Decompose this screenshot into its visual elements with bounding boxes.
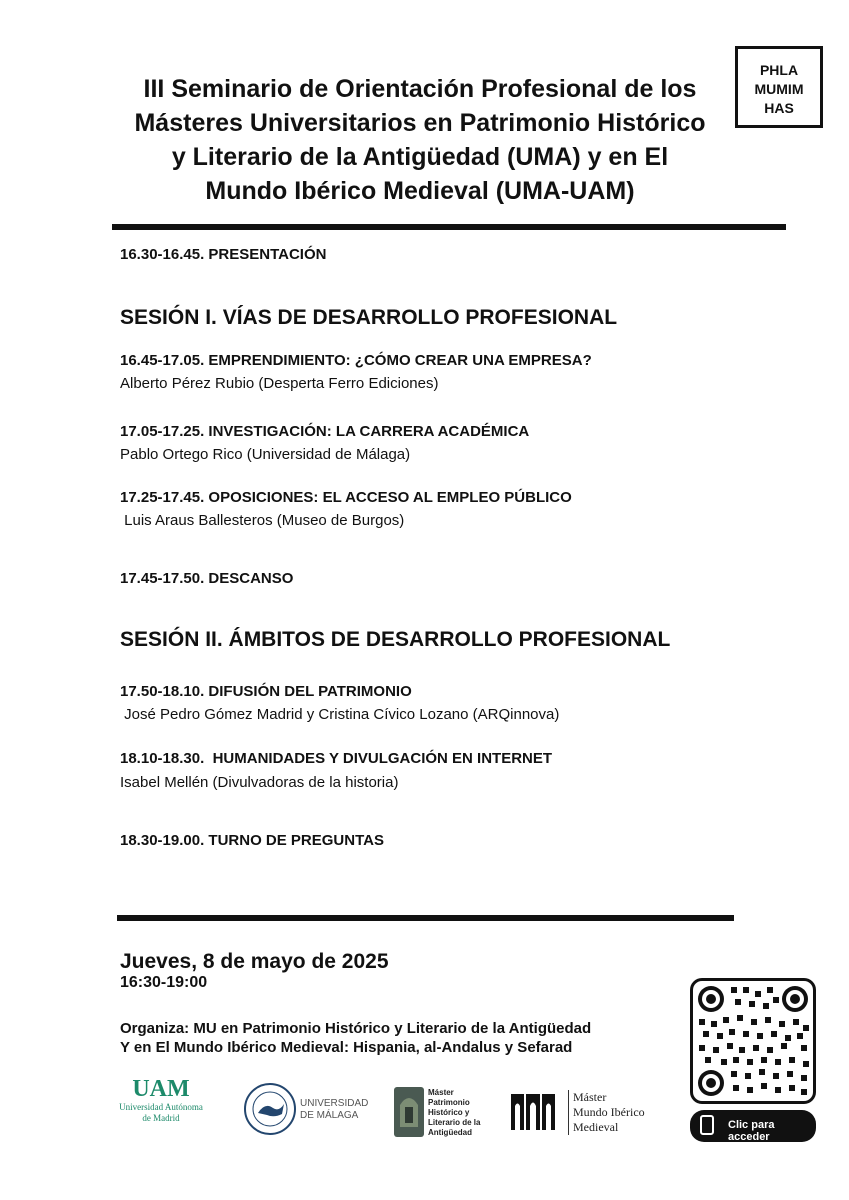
phla-name-line: Máster: [428, 1088, 454, 1097]
item-speaker: José Pedro Gómez Madrid y Cristina Cívico Lozano (ARQinnova): [120, 706, 560, 723]
uam-name-line: de Madrid: [142, 1113, 180, 1123]
top-divider: [112, 224, 786, 230]
helmet-image-icon: [394, 1087, 424, 1137]
phla-name-line: Literario de la: [428, 1118, 481, 1127]
logo-line: HAS: [764, 100, 794, 116]
mumim-name-line: Máster: [573, 1090, 607, 1104]
item-speaker: Alberto Pérez Rubio (Desperta Ferro Ediciones): [120, 375, 439, 392]
logo-line: MUMIM: [754, 81, 804, 97]
page-title: [110, 72, 730, 208]
mumim-logo-text: [568, 1090, 645, 1135]
item-title: 17.25-17.45. OPOSICIONES: EL ACCESO AL EMPLEO PÚBLICO: [120, 489, 572, 506]
qr-access-button[interactable]: [690, 1110, 816, 1142]
uma-logo-text: [300, 1098, 368, 1122]
mumim-arches-icon: [510, 1092, 556, 1132]
qr-access-label: Clic para acceder: [728, 1119, 775, 1143]
uma-seal-icon: [243, 1082, 297, 1136]
title-line: Másteres Universitarios en Patrimonio Histórico: [134, 109, 706, 137]
title-line: Mundo Ibérico Medieval (UMA-UAM): [205, 177, 635, 205]
break-item: 17.45-17.50. DESCANSO: [120, 570, 294, 587]
phone-icon: [700, 1115, 714, 1135]
qr-code-icon: [693, 981, 813, 1101]
item-speaker: Isabel Mellén (Divulvadoras de la historia): [120, 774, 399, 791]
mumim-name-line: Medieval: [573, 1120, 619, 1134]
phla-name-line: Histórico y: [428, 1108, 470, 1117]
mumim-name-line: Mundo Ibérico: [573, 1105, 645, 1119]
organizer-line: Y en El Mundo Ibérico Medieval: Hispania, al-Andalus y Sefarad: [120, 1039, 573, 1056]
title-line: y Literario de la Antigüedad (UMA) y en El: [171, 143, 669, 171]
phla-name-line: Patrimonio: [428, 1098, 470, 1107]
item-speaker: Luis Araus Ballesteros (Museo de Burgos): [120, 512, 405, 529]
phla-mumim-has-logo: [735, 46, 823, 128]
uam-name-line: Universidad Autónoma: [119, 1102, 203, 1112]
phla-name-line: Antigüedad: [428, 1128, 472, 1137]
session-1-heading: SESIÓN I. VÍAS DE DESARROLLO PROFESIONAL: [120, 306, 618, 329]
event-time: 16:30-19:00: [120, 974, 208, 991]
logo-line: PHLA: [759, 62, 799, 78]
event-date: Jueves, 8 de mayo de 2025: [120, 950, 389, 973]
item-speaker: Pablo Ortego Rico (Universidad de Málaga): [120, 446, 411, 463]
phla-master-logo-text: [428, 1088, 480, 1138]
questions-item: 18.30-19.00. TURNO DE PREGUNTAS: [120, 832, 384, 849]
session-2-heading: SESIÓN II. ÁMBITOS DE DESARROLLO PROFESIONAL: [120, 628, 671, 651]
bottom-divider: [117, 915, 734, 921]
item-title: 17.05-17.25. INVESTIGACIÓN: LA CARRERA ACADÉMICA: [120, 423, 530, 440]
uma-name-line: DE MÁLAGA: [300, 1110, 359, 1121]
uam-mark: UAM: [132, 1076, 190, 1102]
presentation-item: 16.30-16.45. PRESENTACIÓN: [120, 246, 327, 263]
item-title: 18.10-18.30. HUMANIDADES Y DIVULGACIÓN EN INTERNET: [120, 750, 553, 767]
item-title: 17.50-18.10. DIFUSIÓN DEL PATRIMONIO: [120, 683, 412, 700]
item-title: 16.45-17.05. EMPRENDIMIENTO: ¿CÓMO CREAR UNA EMPRESA?: [120, 352, 592, 369]
organizer-line: Organiza: MU en Patrimonio Histórico y Literario de la Antigüedad: [120, 1020, 592, 1037]
qr-code[interactable]: [690, 978, 816, 1104]
title-line: III Seminario de Orientación Profesional de los: [143, 75, 697, 103]
uam-logo: [118, 1076, 204, 1124]
uma-name-line: UNIVERSIDAD: [300, 1098, 369, 1109]
